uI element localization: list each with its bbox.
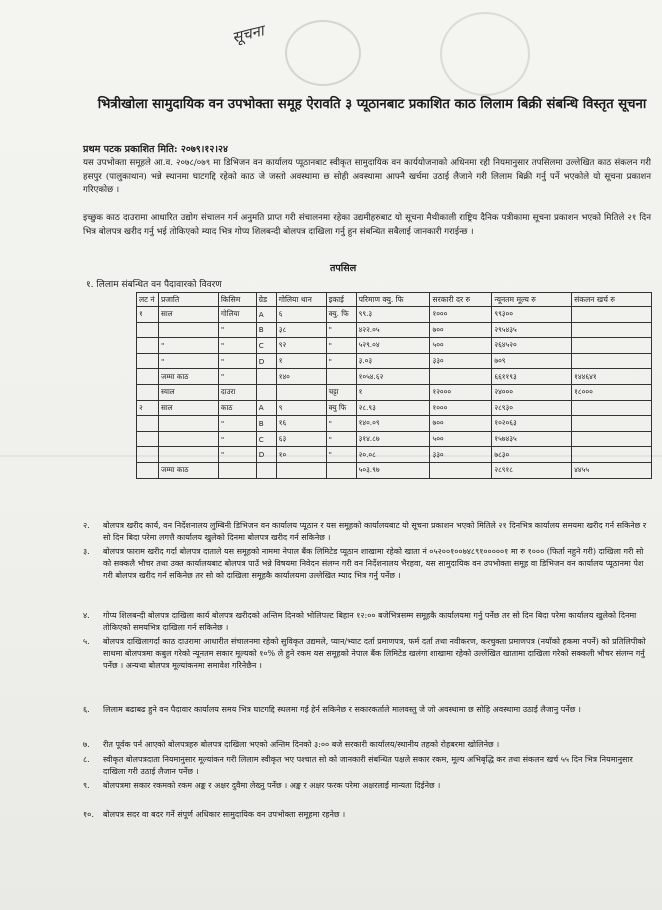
- table-cell: ": [218, 447, 256, 463]
- table-cell: ४२२.०५: [356, 322, 430, 338]
- table-cell: १: [137, 307, 159, 323]
- table-cell: [158, 447, 218, 463]
- table-cell: ": [158, 338, 218, 354]
- table-cell: [572, 431, 652, 447]
- table-cell: [158, 322, 218, 338]
- table-cell: [137, 416, 159, 432]
- table-cell: ५००: [430, 338, 492, 354]
- table-cell: १६: [276, 416, 326, 432]
- table-cell: १८०००: [572, 384, 652, 400]
- table-header-cell: प्रजाति: [158, 293, 218, 307]
- condition-text: बोलपत्र खरीद कार्य, वन निर्देशनालय लुम्बिनी डिभिजन वन कार्यालय प्यूठान र यस समूहको कार्यालयबाट यो सूचना प्रकाशन भएको मितिले २१ दिनभित्र कार्यालय समयमा खरीद गर्न सकिनेछ र सो दिन बिदा परेमा लगत्तै कार्यालय खुलेको दिनमा बोलपत्र खरीद गर्न सकिनेछ ।: [103, 521, 647, 543]
- table-cell: ": [326, 416, 356, 432]
- table-cell: ३३०: [430, 353, 492, 369]
- table-cell: ९: [276, 400, 326, 416]
- table-header-cell: न्यूनतम मूल्य रु: [492, 293, 572, 307]
- table-cell: जम्मा काठ: [158, 369, 218, 385]
- condition-text: स्वीकृत बोलपत्रदाता नियमानुसार मूल्यांकन गरी लिलाम स्वीकृत भए पश्चात सो को जानकारी संबन्धित पक्षले सकार रकम, मूल्य अभिबृद्धि कर तथा संकलन खर्च ५५ दिन भित्र नियमानुसार दाखिला गरी उठाई लैजान पर्नेछ ।: [103, 755, 633, 777]
- table-cell: [572, 400, 652, 416]
- publication-date: प्रथम पटक प्रकाशित मिति: २०७९।१२।२४: [83, 144, 229, 155]
- condition-text: गोप्य शिलबन्दी बोलपत्र दाखिला कार्य बोलपत्र खरीदको अन्तिम दिनको भोलिपल्ट बिहान १२:०० बजेभित्रसम्म समूहकै कार्यालयमा गर्नु पर्नेछ तर सो दिन बिदा परेमा कार्यालय खुलेको दिनमा तोकिएको समयभित्र दाखिला गर्न सकिनेछ ।: [103, 611, 637, 633]
- table-cell: [256, 384, 276, 400]
- table-cell: १०००: [430, 307, 492, 323]
- faint-seal-stamp: [440, 12, 530, 96]
- table-cell: ९९.३: [356, 307, 430, 323]
- table-cell: ": [218, 369, 256, 385]
- table-cell: [572, 307, 652, 323]
- table-cell: १२०००: [430, 384, 492, 400]
- table-cell: [137, 447, 159, 463]
- table-cell: चट्टा: [326, 384, 356, 400]
- table-cell: १०: [276, 447, 326, 463]
- table-cell: ": [326, 322, 356, 338]
- table-cell: [572, 353, 652, 369]
- table-cell: ७०९: [492, 353, 572, 369]
- table-header-cell: गोलिया थान: [276, 293, 326, 307]
- table-row: [137, 322, 652, 338]
- table-cell: ९२: [276, 338, 326, 354]
- table-cell: ६: [276, 307, 326, 323]
- table-cell: क्यु फि: [326, 400, 356, 416]
- table-cell: ": [218, 431, 256, 447]
- condition-text: बोलपत्र दाखिलागर्दा काठ दाउरामा आधारीत संचालनमा रहेको सुविकृत उद्यमले, प्यान/भ्याट दर्ता प्रमाणपत्र, फर्म दर्ता तथा नवीकरण, करचुक्ता प्रमाणपत्र (नयाँको हकमा नपर्ने) को प्रतिलिपीको साथमा बोलपत्रमा कबुल गरेको न्यूनतम सकार मूल्यको १०% ले हुने रकम यस समूहको नेपाल बैंक लिमिटेड खलंगा शाखामा रहेको उल्लेखित खातामा दाखिला गरेको सक्कली भौचर संलग्न गर्नु पर्नेछ । अन्यथा बोलपत्र मूल्यांकनमा समावेश गरिनेछैन ।: [103, 637, 646, 671]
- table-cell: ": [158, 353, 218, 369]
- schedule-heading: तपसिल: [330, 263, 357, 274]
- table-cell: ७००: [430, 322, 492, 338]
- table-cell: ३८: [276, 322, 326, 338]
- table-cell: ": [218, 322, 256, 338]
- condition-number: ४.: [83, 611, 90, 620]
- table-cell: ": [218, 338, 256, 354]
- table-cell: ७००: [430, 416, 492, 432]
- table-cell: [158, 416, 218, 432]
- table-cell: २०.०८: [356, 447, 430, 463]
- table-cell: [158, 431, 218, 447]
- table-cell: [276, 462, 326, 478]
- table-cell: ९९३००: [492, 307, 572, 323]
- table-cell: B: [256, 416, 276, 432]
- table-cell: D: [256, 447, 276, 463]
- table-row: [137, 431, 652, 447]
- table-cell: १४०: [276, 369, 326, 385]
- table-header-cell: सरकारी दर रु: [430, 293, 492, 307]
- condition-item: [83, 704, 653, 716]
- table-cell: [326, 369, 356, 385]
- condition-item: [83, 739, 653, 751]
- table-cell: २८९१८: [492, 462, 572, 478]
- condition-text: बोलपत्र सदर वा बदर गर्ने संपूर्ण अधिकार सामुदायिक वन उपभोक्ता समूहमा रहनेछ ।: [103, 810, 346, 819]
- table-row: [137, 307, 652, 323]
- table-cell: A: [256, 307, 276, 323]
- condition-text: लिलाम बढाबढ हुने वन पैदावार कार्यालय समय भित्र घाटगद्दि स्थलमा गई हेर्न सकिनेछ र सकारकर्ताले मालवस्तु जे जो अवस्थामा छ सोहि अवस्थामा उठाई लैजानु पर्नेछ ।: [103, 705, 581, 714]
- table-cell: ": [218, 353, 256, 369]
- condition-item: [83, 520, 653, 544]
- table-cell: ": [326, 447, 356, 463]
- intro-paragraph-2: इच्छुक काठ दाउरामा आधारित उद्योग संचालन गर्न अनुमति प्राप्त गरी संचालनमा रहेका उद्यमीहरुबाट यो सूचना मैथीकाली राष्ट्रिय दैनिक पत्रीकामा सूचना प्रकाशन भएको मितिले २१ दिन भित्र बोलपत्र खरीद गर्नु भई तोकिएको म्याद भित्र गोप्य शिलबन्दी बोलपत्र दाखिला गर्नु हुन संबन्धित सबैलाई जानकारी गराईन्छ ।: [83, 213, 651, 237]
- table-cell: [137, 322, 159, 338]
- table-cell: [137, 384, 159, 400]
- table-cell: क्यु. फि: [326, 307, 356, 323]
- table-cell: ५०३.९७: [356, 462, 430, 478]
- table-cell: १०५४.६२: [356, 369, 430, 385]
- table-cell: काठ: [218, 400, 256, 416]
- table-cell: [256, 369, 276, 385]
- condition-text: बोलपत्रमा सकार रकमको रकम अङ्क र अक्षर दुवैमा लेख्नु पर्नेछ । अङ्क र अक्षर फरक परेमा अक्षरलाई मान्यता दिईनेछ ।: [103, 781, 441, 790]
- table-header-cell: ग्रेड: [256, 293, 276, 307]
- table-cell: ६३: [276, 431, 326, 447]
- condition-number: ६.: [83, 705, 90, 714]
- table-cell: १: [356, 384, 430, 400]
- table-cell: दाउरा: [218, 384, 256, 400]
- table-cell: गोलिया: [218, 307, 256, 323]
- table-cell: [326, 462, 356, 478]
- condition-item: [83, 546, 653, 583]
- condition-text: बोलपत्र फाराम खरीद गर्दा बोलपत्र दाताले यस समूहको नाममा नेपाल बैंक लिमिटेड प्यूठान शाखामा रहेको खाता नं ०५२००१००७४८९१०००००१ मा रु १००० (फिर्ता नहुने गरी) दाखिला गरी सो को सक्कलै भौचर तथा उक्त कार्यालयबाट बोलपत्र पाउँ भन्ने विषयमा निवेदन संलग्न गरी वन निर्देशनालय भैरहवा, यस सामुदायिक वन उपभोक्ता समूह वा डिभिजन वन कार्यालय प्यूठानमा पेश गरी बोलपत्र खरीद गर्न सकिनेछ तर सो को दाखिला समूहकै कार्यालयमा उल्लेखित म्याद भित्र गर्नु पर्नेछ ।: [103, 547, 644, 581]
- table-cell: स्याल: [158, 384, 218, 400]
- table-cell: ": [326, 338, 356, 354]
- table-cell: [572, 447, 652, 463]
- table-cell: C: [256, 338, 276, 354]
- condition-item: [83, 636, 653, 673]
- table-cell: ३१४.८७: [356, 431, 430, 447]
- condition-number: १०.: [83, 810, 94, 819]
- table-cell: १५७४३५: [492, 431, 572, 447]
- table-cell: ५००: [430, 431, 492, 447]
- table-cell: [137, 462, 159, 478]
- table-cell: २८९३०: [492, 400, 572, 416]
- intro-paragraph: यस उपभोक्ता समूहले आ.व. २०७८/०७९ मा डिभिजन वन कार्यालय प्यूठानबाट स्वीकृत सामुदायिक वन कार्ययोजनाको अधिनमा रही नियमानुसार तपसिलमा उल्लेखित काठ संकलन गरी हसपुर (पालुकाथान) भन्ने स्थानमा घाटगद्दि रहेको काठ जे जस्तो अवस्थामा छ सोही अवस्थामा आफ्नै खर्चमा उठाई लैजाने गरी लिलाम बिक्री गर्नु पर्ने भएकोले यो सूचना प्रकाशन गरिएकोछ ।: [83, 158, 651, 196]
- handwritten-note: सूचना: [230, 21, 266, 47]
- table-cell: ": [326, 431, 356, 447]
- table-row: [137, 447, 652, 463]
- table-cell: [137, 338, 159, 354]
- condition-number: २.: [83, 521, 90, 530]
- table-cell: १४४६४१: [572, 369, 652, 385]
- table-cell: ३३०: [430, 447, 492, 463]
- table-row: [137, 462, 652, 478]
- table-cell: [430, 462, 492, 478]
- table-cell: २६४५२०: [492, 338, 572, 354]
- table-cell: [572, 338, 652, 354]
- table-cell: D: [256, 353, 276, 369]
- table-cell: २९५४३५: [492, 322, 572, 338]
- table-row: [137, 369, 652, 385]
- table-cell: B: [256, 322, 276, 338]
- condition-item: [83, 780, 653, 792]
- table-row: [137, 384, 652, 400]
- table-header-cell: इकाई: [326, 293, 356, 307]
- table-cell: [256, 462, 276, 478]
- condition-item: [83, 809, 653, 821]
- table-cell: २४०००: [492, 384, 572, 400]
- table-header-cell: परिमाण क्यु. फि: [356, 293, 430, 307]
- table-row: [137, 400, 652, 416]
- notice-title: भित्रीखोला सामुदायिक वन उपभोक्ता समूह ऐरावति ३ प्यूठानबाट प्रकाशित काठ लिलाम बिक्री संबन्धि विस्तृत सूचना: [97, 97, 647, 112]
- table-cell: [572, 416, 652, 432]
- table-header-cell: किसिम: [218, 293, 256, 307]
- table-cell: साल: [158, 400, 218, 416]
- condition-item: [83, 610, 653, 634]
- table-cell: A: [256, 400, 276, 416]
- table-cell: ": [326, 353, 356, 369]
- table-cell: ६६११९३: [492, 369, 572, 385]
- condition-number: ९.: [83, 781, 90, 790]
- table-cell: १०२०६३: [492, 416, 572, 432]
- table-cell: १०००: [430, 400, 492, 416]
- table-cell: १: [276, 353, 326, 369]
- table-cell: ४४५५: [572, 462, 652, 478]
- table-cell: ५२९.०४: [356, 338, 430, 354]
- table-cell: जम्मा काठ: [158, 462, 218, 478]
- table-cell: ७८३०: [492, 447, 572, 463]
- table-cell: २८.९३: [356, 400, 430, 416]
- table-cell: १४०.०९: [356, 416, 430, 432]
- condition-item: [83, 754, 653, 778]
- table-cell: [137, 353, 159, 369]
- condition-number: ३.: [83, 547, 90, 556]
- table-cell: [430, 369, 492, 385]
- table-cell: ३.०३: [356, 353, 430, 369]
- table-cell: २: [137, 400, 159, 416]
- table-cell: [218, 462, 256, 478]
- condition-number: ५.: [83, 637, 90, 646]
- condition-number: ८.: [83, 755, 90, 764]
- table-header-cell: संकलन खर्च रु: [572, 293, 652, 307]
- table-cell: ": [218, 416, 256, 432]
- table-row: [137, 338, 652, 354]
- table-row: [137, 416, 652, 432]
- table-cell: [137, 369, 159, 385]
- lot-table: [136, 292, 652, 479]
- table-cell: साल: [158, 307, 218, 323]
- table-header-cell: लट नं: [137, 293, 159, 307]
- table-cell: [572, 322, 652, 338]
- table-cell: C: [256, 431, 276, 447]
- faint-seal-stamp: [285, 20, 361, 86]
- table-cell: [276, 384, 326, 400]
- table-header-row: [137, 293, 652, 307]
- table-row: [137, 353, 652, 369]
- schedule-subheading: १. लिलाम संबन्धित वन पैदावारको विवरण: [86, 280, 222, 290]
- condition-number: ७.: [83, 740, 90, 749]
- table-cell: [137, 431, 159, 447]
- condition-text: रीत पूर्वक पर्न आएको बोलपत्रहरु बोलपत्र दाखिला भएको अन्तिम दिनको ३:०० बजे सरकारी कार्यालय/स्थानीय तहको रोहबरमा खोलिनेछ ।: [103, 740, 500, 749]
